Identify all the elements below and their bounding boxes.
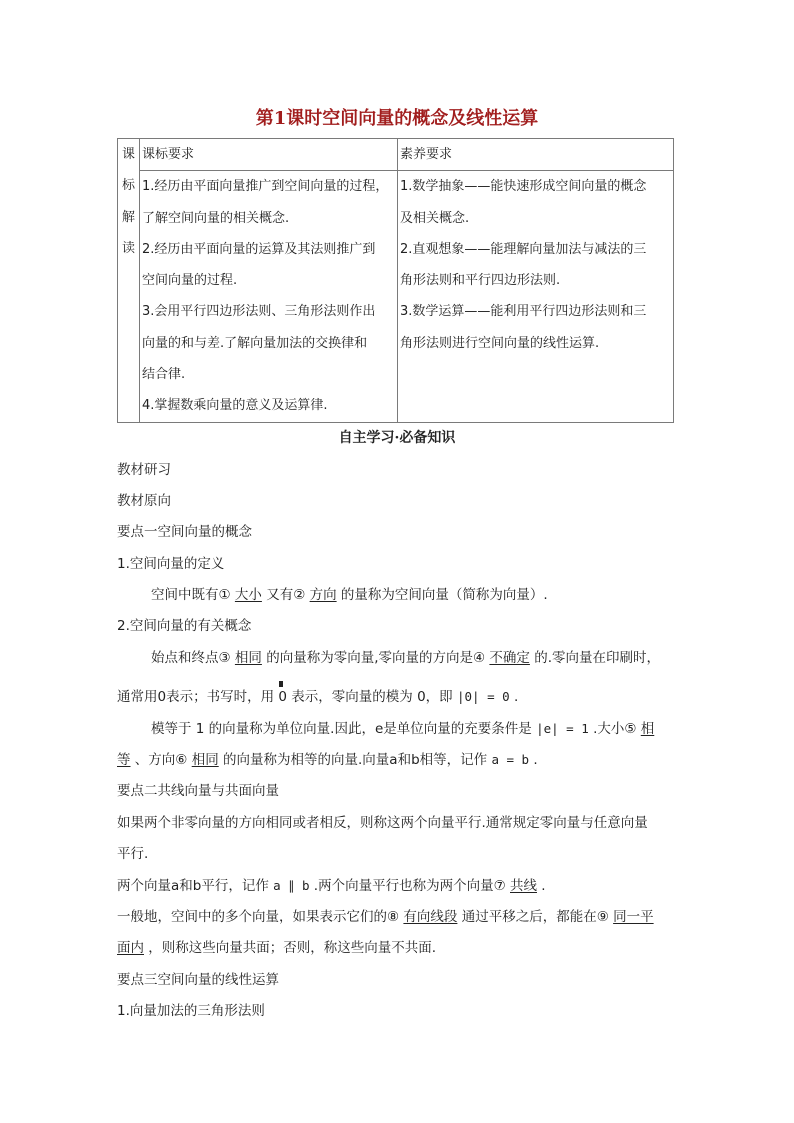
text: 如果两个非零向量的方向相同或者相反，则称这两个向量平行.通常规定零向量与任意向量	[117, 815, 648, 831]
text: 通常用0表示；书写时，用	[117, 689, 275, 705]
paragraph-parallel-cont: 平行.	[117, 846, 149, 862]
paragraph-definition	[151, 583, 548, 603]
text: 、方向⑥	[134, 752, 188, 768]
table-line: 向量的和与差.了解向量加法的交换律和	[141, 335, 368, 351]
table-line: 3.会用平行四边形法则、三角形法则作出	[141, 304, 376, 320]
concepts-heading: 2.空间向量的有关概念	[117, 618, 252, 634]
text: .	[533, 752, 538, 768]
point1-heading: 要点一空间向量的概念	[117, 524, 252, 540]
point3-heading: 要点三空间向量的线性运算	[117, 972, 279, 988]
table-line: 3.数学运算——能利用平行四边形法则和三	[400, 304, 647, 320]
table-line: 角形法则进行空间向量的线性运算.	[400, 335, 600, 351]
paragraph-unit-vector	[151, 717, 654, 737]
text: ，则称这些向量共面；否则，称这些向量不共面.	[148, 940, 437, 956]
literacy-requirements-cell	[398, 171, 674, 422]
blank-answer: 方向	[309, 587, 337, 603]
text: 的向量称为零向量,零向量的方向是④	[266, 650, 486, 666]
formula: a = b	[491, 752, 530, 767]
blank-answer: 相同	[234, 650, 262, 666]
text: .	[513, 689, 519, 705]
standards-table	[117, 138, 674, 423]
side-label-char: 读	[121, 240, 135, 256]
section-heading: 自主学习·必备知识	[338, 430, 456, 446]
text: 的量称为空间向量（简称为向量）.	[340, 587, 548, 603]
formula: |0| = 0	[456, 689, 510, 704]
table-line: 2.直观想象——能理解向量加法与减法的三	[400, 241, 647, 257]
text: 的.零向量在印刷时，	[534, 650, 660, 666]
blank-answer: 相	[640, 721, 655, 737]
paragraph-collinear	[117, 874, 546, 894]
text: .两个向量平行也称为两个向量⑦	[313, 878, 506, 894]
table-line: 1.经历由平面向量推广到空间向量的过程，	[141, 179, 389, 195]
table-line: 空间向量的过程.	[141, 273, 238, 289]
text: .大小⑤	[593, 721, 637, 737]
subheading-yuanxiang: 教材原向	[117, 493, 171, 509]
subheading-yanxi: 教材研习	[117, 462, 171, 478]
text: 空间中既有①	[151, 587, 231, 603]
text: 通过平移之后，都能在⑨	[461, 909, 609, 925]
text: 始点和终点③	[151, 650, 231, 666]
paragraph-parallel-def	[117, 811, 648, 831]
text: 一般地，空间中的多个向量，如果表示它们的⑧	[117, 909, 400, 925]
text: 两个向量a和b平行，记作	[117, 878, 269, 894]
table-line: 了解空间向量的相关概念.	[141, 210, 290, 226]
side-label-char: 标	[121, 178, 135, 194]
text: .	[541, 878, 546, 894]
table-line: 2.经历由平面向量的运算及其法则推广到	[141, 241, 376, 257]
paragraph-zero-vector	[151, 646, 660, 666]
paragraph-coplanar-cont	[117, 936, 436, 956]
text: 模等于 1 的向量称为单位向量.因此，e是单位向量的充要条件是	[151, 721, 532, 737]
col1-header: 课标要求	[139, 139, 397, 171]
blank-answer: 共线	[510, 878, 537, 894]
blank-answer: 等	[117, 752, 131, 768]
lesson-title: 第1课时空间向量的概念及线性运算	[255, 108, 539, 129]
definition-heading: 1.空间向量的定义	[117, 556, 225, 572]
text: 表示，零向量的模为 0，即	[291, 689, 453, 705]
table-line: 1.数学抽象——能快速形成空间向量的概念	[400, 179, 647, 195]
formula: |e| = 1	[536, 721, 589, 736]
table-line: 结合律.	[141, 367, 186, 383]
blank-answer: 有向线段	[403, 909, 458, 925]
side-label-cell	[118, 139, 140, 423]
table-line: 及相关概念.	[400, 210, 470, 226]
paragraph-coplanar	[117, 905, 654, 925]
col2-header: 素养要求	[398, 139, 674, 171]
formula: a ∥ b	[273, 878, 310, 893]
text: 的向量称为相等的向量.向量a和b相等，记作	[223, 752, 488, 768]
zero-vector-symbol: 0	[278, 689, 287, 705]
blank-answer: 同一平	[613, 909, 654, 925]
paragraph-zero-notation	[117, 685, 518, 705]
table-line: 角形法则和平行四边形法则.	[400, 273, 561, 289]
table-line: 4.掌握数乘向量的意义及运算律.	[141, 398, 328, 414]
course-requirements-cell	[139, 171, 397, 422]
blank-answer: 面内	[117, 940, 144, 956]
blank-answer: 大小	[234, 587, 262, 603]
blank-answer: 相同	[191, 752, 219, 768]
add-rule-heading: 1.向量加法的三角形法则	[117, 1003, 265, 1019]
side-label-char: 解	[121, 209, 135, 225]
paragraph-equal-vector	[117, 748, 538, 768]
text: 又有②	[266, 587, 306, 603]
point2-heading: 要点二共线向量与共面向量	[117, 783, 279, 799]
blank-answer: 不确定	[489, 650, 530, 666]
side-label-char: 课	[121, 147, 135, 162]
